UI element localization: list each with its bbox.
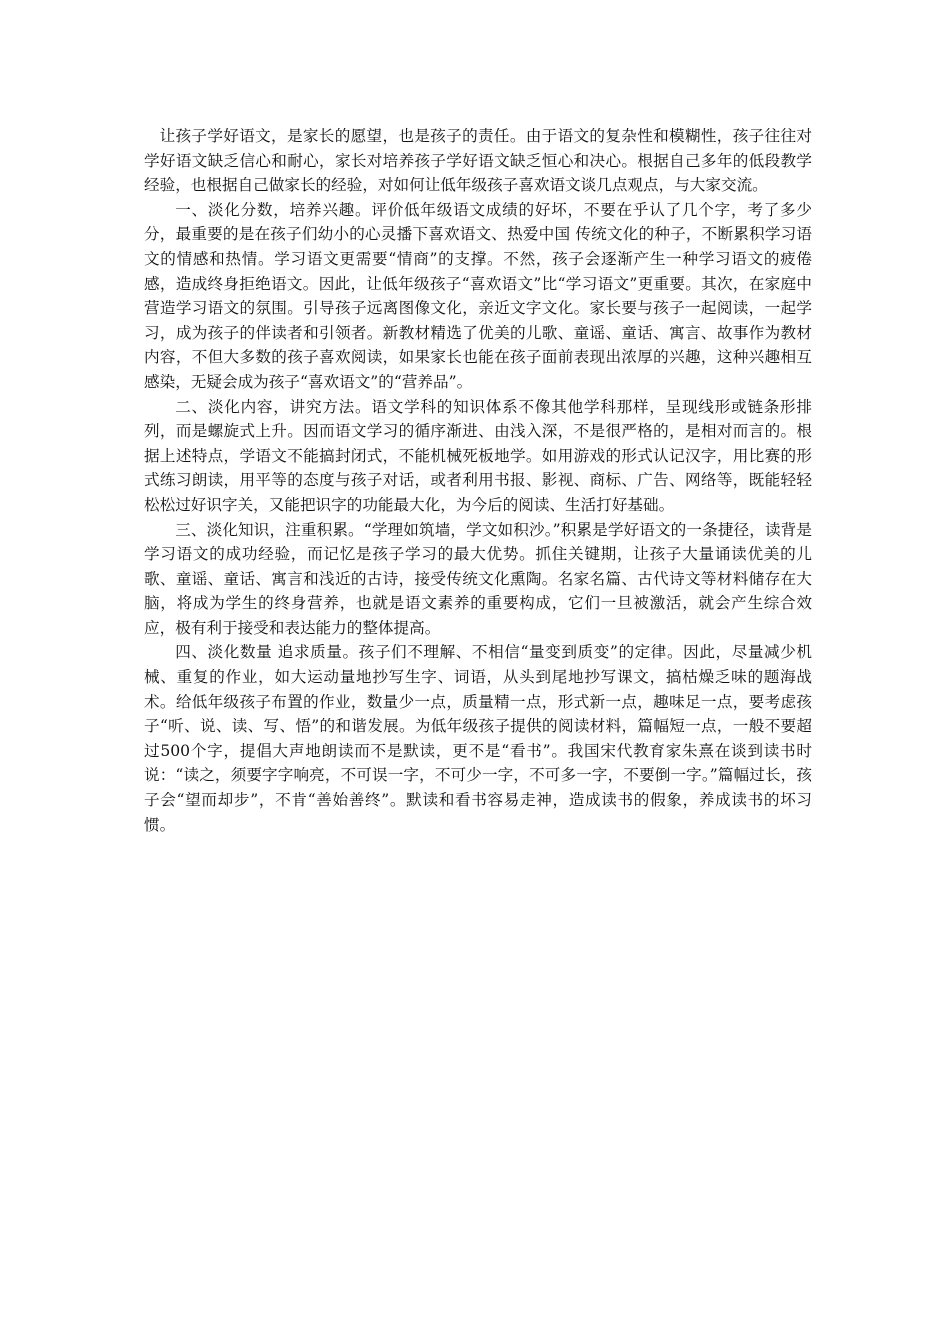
intro-paragraph: 让孩子学好语文，是家长的愿望，也是孩子的责任。由于语文的复杂性和模糊性，孩子往往对学好语文缺乏信心和耐心，家长对培养孩子学好语文缺乏恒心和决心。根据自己多年的低段教学经验，也根据自己做家长的经验，对如何让低年级孩子喜欢语文谈几点观点，与大家交流。 xyxy=(144,127,812,195)
document-body xyxy=(144,124,812,837)
section-4-paragraph: 四、淡化数量 追求质量。孩子们不理解、不相信“量变到质变”的定律。因此，尽量减少机械、重复的作业，如大运动量地抄写生字、词语，从头到尾地抄写课文，搞枯燥乏味的题海战术。给低年级孩子布置的作业，数量少一点，质量精一点，形式新一点，趣味足一点，要考虑孩子“听、说、读、写、悟”的和谐发展。为低年级孩子提供的阅读材料，篇幅短一点，一般不要超过500个字，提倡大声地朗读而不是默读，更不是“看书”。我国宋代教育家朱熹在谈到读书时说：“读之，须要字字响亮，不可误一字，不可少一字，不可多一字，不要倒一字。”篇幅过长，孩子会“望而却步”，不肯“善始善终”。默读和看书容易走神，造成读书的假象，养成读书的坏习惯。 xyxy=(144,643,812,834)
section-2-paragraph: 二、淡化内容，讲究方法。语文学科的知识体系不像其他学科那样，呈现线形或链条形排列，而是螺旋式上升。因而语文学习的循序渐进、由浅入深，不是很严格的，是相对而言的。根据上述特点，学语文不能搞封闭式，不能机械死板地学。如用游戏的形式认记汉字，用比赛的形式练习朗读，用平等的态度与孩子对话，或者利用书报、影视、商标、广告、网络等，既能轻轻松松过好识字关，又能把识字的功能最大化，为今后的阅读、生活打好基础。 xyxy=(144,397,812,514)
section-3-paragraph: 三、淡化知识，注重积累。“学理如筑墙，学文如积沙。”积累是学好语文的一条捷径，读背是学习语文的成功经验，而记忆是孩子学习的最大优势。抓住关键期，让孩子大量诵读优美的儿歌、童谣、童话、寓言和浅近的古诗，接受传统文化熏陶。名家名篇、古代诗文等材料储存在大脑，将成为学生的终身营养，也就是语文素养的重要构成，它们一旦被激活，就会产生综合效应，极有利于接受和表达能力的整体提高。 xyxy=(144,520,812,637)
section-1-paragraph: 一、淡化分数，培养兴趣。评价低年级语文成绩的好坏，不要在乎认了几个字，考了多少分，最重要的是在孩子们幼小的心灵播下喜欢语文、热爱中国 传统文化的种子，不断累积学习语文的情感和热情。学习语文更需要“情商”的支撑。不然，孩子会逐渐产生一种学习语文的疲倦感，造成终身拒绝语文。因此，让低年级孩子“喜欢语文”比“学习语文”更重要。其次，在家庭中营造学习语文的氛围。引导孩子远离图像文化，亲近文字文化。家长要与孩子一起阅读，一起学习，成为孩子的伴读者和引领者。新教材精选了优美的儿歌、童谣、童话、寓言、故事作为教材内容，不但大多数的孩子喜欢阅读，如果家长也能在孩子面前表现出浓厚的兴趣，这种兴趣相互感染，无疑会成为孩子“喜欢语文”的“营养品”。 xyxy=(144,200,812,391)
